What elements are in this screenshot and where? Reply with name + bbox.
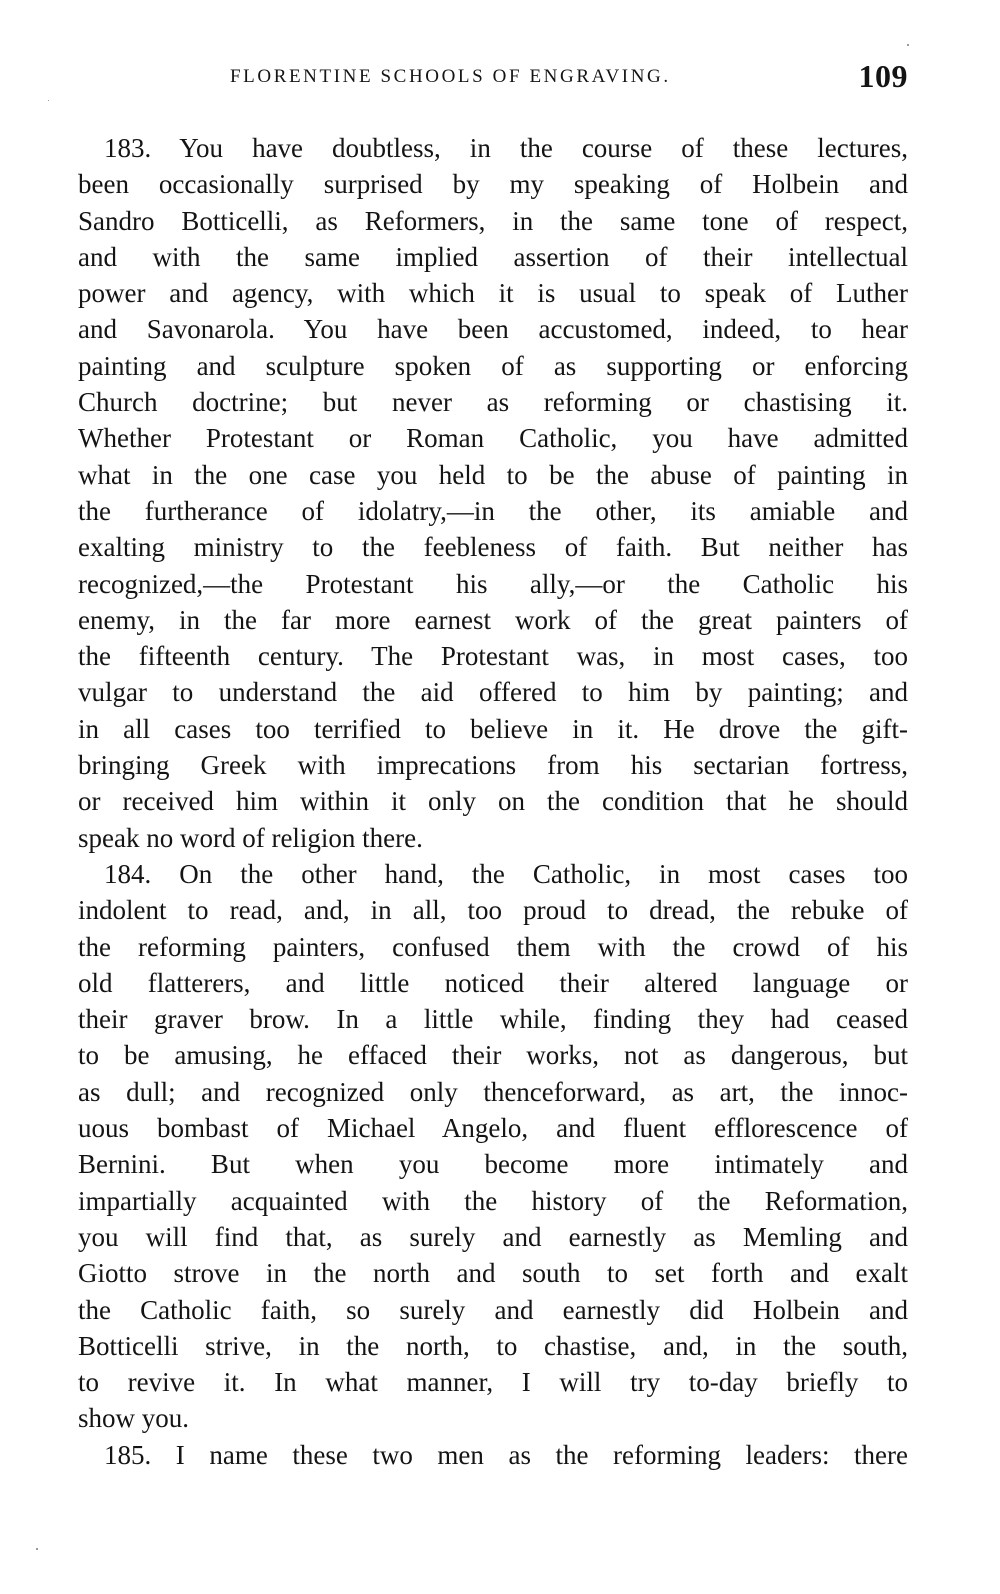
scan-speck — [907, 44, 909, 46]
paragraph-183-line: painting and sculpture spoken of as supporting or enforcing — [78, 350, 908, 381]
paragraph-184-line: you will find that, as surely and earnestly as Memling and — [78, 1221, 908, 1252]
paragraph-183-line: the fifteenth century. The Protestant was, in most cases, too — [78, 641, 908, 672]
paragraph-184-line: indolent to read, and, in all, too proud to dread, the rebuke of — [78, 895, 908, 926]
paragraph-183-line: power and agency, with which it is usual to speak of Luther — [78, 278, 908, 309]
paragraph-183-line: vulgar to understand the aid offered to him by painting; and — [78, 677, 908, 708]
paragraph-184-line: show you. — [78, 1403, 190, 1434]
body-text — [78, 130, 908, 1473]
paragraph-183-line: what in the one case you held to be the abuse of painting in — [78, 459, 908, 490]
paragraph-185-line: 185. I name these two men as the reforming leaders: there — [104, 1439, 908, 1470]
paragraph-184-line: Bernini. But when you become more intimately and — [78, 1149, 908, 1180]
paragraph-183-line: been occasionally surprised by my speaking of Holbein and — [78, 169, 908, 200]
paragraph-183-line: recognized,—the Protestant his ally,—or the Catholic his — [78, 568, 908, 599]
paragraph-183-line: Church doctrine; but never as reforming or chastising it. — [78, 387, 908, 418]
page-number: 109 — [858, 58, 908, 94]
paragraph-183-line: 183. You have doubtless, in the course of these lectures, — [104, 133, 908, 163]
paragraph-184-line: to be amusing, he effaced their works, not as dangerous, but — [78, 1040, 908, 1071]
scan-speck — [36, 1548, 38, 1550]
paragraph-184-line: Giotto strove in the north and south to set forth and exalt — [78, 1258, 908, 1289]
paragraph-183-line: Whether Protestant or Roman Catholic, you have admitted — [78, 423, 908, 454]
paragraph-183-line: or received him within it only on the condition that he should — [78, 786, 908, 817]
paragraph-184-line: the Catholic faith, so surely and earnestly did Holbein and — [78, 1294, 908, 1325]
paragraph-183-line: the furtherance of idolatry,—in the other, its amiable and — [78, 495, 908, 526]
paragraph-184-line: the reforming painters, confused them with the crowd of his — [78, 931, 908, 962]
paragraph-184-line: Botticelli strive, in the north, to chastise, and, in the south, — [78, 1330, 908, 1361]
paragraph-183-line: enemy, in the far more earnest work of the great painters of — [78, 604, 908, 635]
paragraph-184-line: their graver brow. In a little while, finding they had ceased — [78, 1004, 908, 1035]
paragraph-183-line: and Savonarola. You have been accustomed, indeed, to hear — [78, 314, 908, 345]
paragraph-183-line: speak no word of religion there. — [78, 822, 423, 853]
paragraph-184-line: as dull; and recognized only thenceforward, as art, the innoc- — [78, 1076, 908, 1107]
paragraph-184-line: 184. On the other hand, the Catholic, in most cases too — [104, 858, 908, 889]
paragraph-183-line: Sandro Botticelli, as Reformers, in the same tone of respect, — [78, 205, 908, 236]
paragraph-183-line: bringing Greek with imprecations from his sectarian fortress, — [78, 750, 908, 781]
running-title: FLORENTINE SCHOOLS OF ENGRAVING. — [230, 66, 671, 87]
paragraph-184-line: impartially acquainted with the history of the Reformation, — [78, 1185, 908, 1216]
paragraph-183-line: in all cases too terrified to believe in it. He drove the gift- — [78, 713, 908, 744]
scan-speck — [48, 100, 49, 101]
paragraph-183-line: exalting ministry to the feebleness of faith. But neither has — [78, 532, 908, 563]
paragraph-183-line: and with the same implied assertion of their intellectual — [78, 241, 908, 272]
paragraph-184-line: to revive it. In what manner, I will try to-day briefly to — [78, 1367, 908, 1398]
paragraph-184-line: uous bombast of Michael Angelo, and fluent efflorescence of — [78, 1113, 908, 1144]
paragraph-184-line: old flatterers, and little noticed their altered language or — [78, 967, 908, 998]
running-head — [78, 58, 908, 94]
